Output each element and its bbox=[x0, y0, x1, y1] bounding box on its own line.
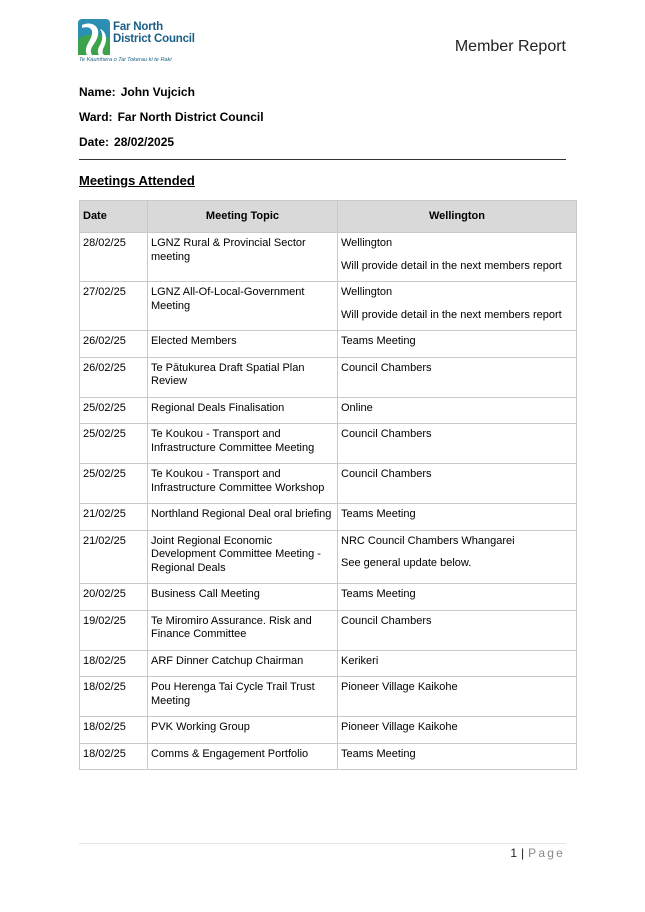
logo-tagline: Te Kaunihera o Tai Tokerau ki te Raki bbox=[79, 57, 172, 63]
row-topic: Comms & Engagement Portfolio bbox=[148, 743, 338, 770]
page-word: Page bbox=[528, 846, 565, 860]
row-topic: Regional Deals Finalisation bbox=[148, 397, 338, 424]
row-location: Wellington bbox=[341, 286, 393, 298]
meetings-attended-heading: Meetings Attended bbox=[79, 173, 195, 188]
row-location: Teams Meeting bbox=[338, 504, 577, 531]
row-location: Kerikeri bbox=[338, 650, 577, 677]
row-date: 18/02/25 bbox=[80, 743, 148, 770]
row-location: Pioneer Village Kaikohe bbox=[338, 677, 577, 717]
row-topic: Te Miromiro Assurance. Risk and Finance Committee bbox=[148, 610, 338, 650]
row-date: 20/02/25 bbox=[80, 584, 148, 611]
table-row bbox=[80, 717, 577, 744]
table-row bbox=[80, 677, 577, 717]
row-topic: Te Koukou - Transport and Infrastructure Committee Workshop bbox=[148, 464, 338, 504]
row-date: 19/02/25 bbox=[80, 610, 148, 650]
meetings-table bbox=[79, 200, 577, 770]
row-topic: ARF Dinner Catchup Chairman bbox=[148, 650, 338, 677]
row-date: 25/02/25 bbox=[80, 424, 148, 464]
row-topic: Te Koukou - Transport and Infrastructure Committee Meeting bbox=[148, 424, 338, 464]
row-location-cell bbox=[338, 530, 577, 584]
row-topic: Northland Regional Deal oral briefing bbox=[148, 504, 338, 531]
member-name-line bbox=[79, 85, 195, 99]
table-row bbox=[80, 357, 577, 397]
row-location: Council Chambers bbox=[338, 424, 577, 464]
row-topic: PVK Working Group bbox=[148, 717, 338, 744]
row-date: 26/02/25 bbox=[80, 357, 148, 397]
page-separator: | bbox=[521, 846, 525, 860]
row-location: Teams Meeting bbox=[338, 584, 577, 611]
row-note: Will provide detail in the next members report bbox=[341, 259, 562, 272]
row-date: 28/02/25 bbox=[80, 233, 148, 282]
table-header-row bbox=[80, 201, 577, 233]
row-topic: Te Pātukurea Draft Spatial Plan Review bbox=[148, 357, 338, 397]
council-logo-mark-icon bbox=[78, 19, 110, 57]
table-row bbox=[80, 397, 577, 424]
row-date: 25/02/25 bbox=[80, 397, 148, 424]
row-topic: LGNZ All-Of-Local-Government Meeting bbox=[148, 282, 338, 331]
table-row bbox=[80, 233, 577, 282]
row-location-cell bbox=[338, 233, 577, 282]
row-location: Teams Meeting bbox=[338, 331, 577, 358]
row-location: NRC Council Chambers Whangarei bbox=[341, 534, 515, 547]
row-location: Council Chambers bbox=[338, 357, 577, 397]
topic-column-header: Meeting Topic bbox=[148, 201, 338, 233]
row-note: See general update below. bbox=[341, 557, 472, 569]
page-number bbox=[510, 846, 565, 860]
row-date: 27/02/25 bbox=[80, 282, 148, 331]
report-title: Member Report bbox=[454, 38, 566, 55]
table-row bbox=[80, 584, 577, 611]
row-date: 21/02/25 bbox=[80, 530, 148, 584]
row-date: 18/02/25 bbox=[80, 717, 148, 744]
ward-value: Far North District Council bbox=[117, 110, 264, 124]
table-row bbox=[80, 424, 577, 464]
name-value: John Vujcich bbox=[120, 85, 195, 99]
name-label: Name: bbox=[79, 85, 116, 99]
logo-line-1: Far North bbox=[113, 21, 163, 33]
row-date: 18/02/25 bbox=[80, 650, 148, 677]
date-line bbox=[79, 135, 174, 149]
table-row bbox=[80, 743, 577, 770]
row-topic: Business Call Meeting bbox=[148, 584, 338, 611]
ward-label: Ward: bbox=[79, 110, 113, 124]
table-row bbox=[80, 331, 577, 358]
date-value: 28/02/2025 bbox=[114, 135, 175, 149]
row-topic: Pou Herenga Tai Cycle Trail Trust Meeting bbox=[148, 677, 338, 717]
row-location: Pioneer Village Kaikohe bbox=[338, 717, 577, 744]
logo-title bbox=[113, 21, 195, 45]
row-topic: Elected Members bbox=[148, 331, 338, 358]
table-row bbox=[80, 530, 577, 584]
table-row bbox=[80, 282, 577, 331]
header-divider bbox=[79, 159, 566, 160]
row-location: Online bbox=[338, 397, 577, 424]
ward-line bbox=[79, 110, 264, 124]
row-location: Wellington bbox=[341, 237, 393, 249]
table-row bbox=[80, 610, 577, 650]
row-date: 21/02/25 bbox=[80, 504, 148, 531]
row-location: Council Chambers bbox=[338, 610, 577, 650]
row-topic: LGNZ Rural & Provincial Sector meeting bbox=[148, 233, 338, 282]
table-row bbox=[80, 650, 577, 677]
council-logo bbox=[78, 16, 195, 68]
row-date: 18/02/25 bbox=[80, 677, 148, 717]
logo-line-2: District Council bbox=[113, 33, 195, 45]
date-column-header: Date bbox=[80, 201, 148, 233]
row-topic: Joint Regional Economic Development Committee Meeting - Regional Deals bbox=[148, 530, 338, 584]
date-label: Date: bbox=[79, 135, 110, 149]
page-number-value: 1 bbox=[510, 846, 518, 860]
row-location: Council Chambers bbox=[338, 464, 577, 504]
row-note: Will provide detail in the next members report bbox=[341, 308, 562, 321]
row-location-cell bbox=[338, 282, 577, 331]
row-location: Teams Meeting bbox=[338, 743, 577, 770]
row-date: 26/02/25 bbox=[80, 331, 148, 358]
table-row bbox=[80, 464, 577, 504]
footer-divider bbox=[79, 843, 566, 844]
table-row bbox=[80, 504, 577, 531]
location-column-header: Wellington bbox=[338, 201, 577, 233]
row-date: 25/02/25 bbox=[80, 464, 148, 504]
